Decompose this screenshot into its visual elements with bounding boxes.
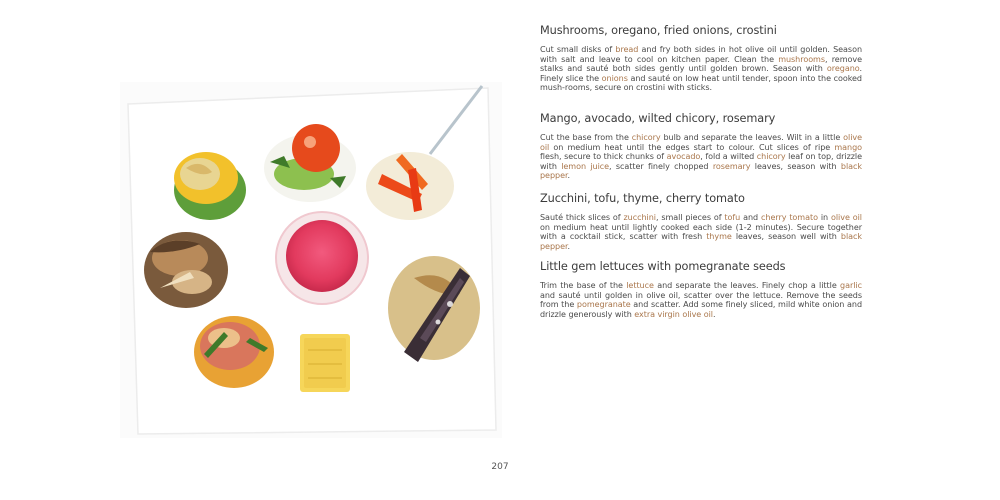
- recipe-zucchini-tofu: [540, 192, 862, 251]
- recipe-title: Little gem lettuces with pomegranate seeds: [540, 260, 786, 273]
- instruction-text: Trim the base of the: [540, 281, 627, 290]
- ingredient-highlight: chicory: [631, 133, 661, 142]
- instruction-text: and scatter. Add some finely sliced, mild white onion and drizzle generously with: [540, 300, 862, 319]
- instruction-text: Cut small disks of: [540, 45, 616, 54]
- instruction-text: leaves, season well with: [731, 232, 841, 241]
- instruction-text: bulb and separate the leaves. Wilt in a little: [660, 133, 844, 142]
- ingredient-highlight: lettuce: [626, 281, 654, 290]
- instruction-text: .: [567, 171, 571, 180]
- instruction-text: flesh, secure to thick chunks of: [540, 152, 667, 161]
- ingredient-highlight: mushrooms: [778, 54, 825, 64]
- ingredient-highlight: lemon juice: [561, 161, 610, 171]
- ingredient-highlight: avocado: [666, 152, 701, 161]
- instruction-text: and sauté until golden in olive oil, scatter over the lettuce. Remove the seeds from the: [540, 290, 862, 309]
- canape-plate-illustration: [120, 82, 502, 438]
- recipe-title: Zucchini, tofu, thyme, cherry tomato: [540, 192, 745, 205]
- ingredient-highlight: olive oil: [830, 213, 862, 222]
- instruction-text: and fry both sides in hot olive oil until golden. Season with salt and leave to cool on kitchen paper. Clean the: [540, 45, 863, 64]
- page-number: 207: [491, 462, 509, 472]
- recipe-instructions: [540, 281, 862, 319]
- ingredient-highlight: extra virgin olive oil: [634, 309, 713, 319]
- dip-cup: [276, 212, 368, 304]
- instruction-text: and sauté on low heat until tender, spoon into the cooked mush-rooms, secure on crostini with sticks.: [540, 73, 862, 92]
- instruction-text: on medium heat until the edges start to colour. Cut slices of ripe: [549, 142, 835, 152]
- ingredient-highlight: olive oil: [540, 133, 862, 152]
- ingredient-highlight: oregano: [826, 64, 860, 73]
- ingredient-highlight: chicory: [756, 152, 786, 161]
- ingredient-highlight: cherry tomato: [761, 213, 818, 222]
- instruction-text: and: [740, 213, 762, 222]
- tofu-cube: [300, 334, 350, 392]
- recipe-little-gem: [540, 260, 862, 319]
- food-photo: [120, 82, 502, 438]
- instruction-text: and separate the leaves. Finely chop a little: [653, 281, 841, 290]
- recipe-mango-avocado: [540, 112, 862, 181]
- ingredient-highlight: thyme: [706, 232, 732, 241]
- recipe-instructions: [540, 133, 862, 181]
- instruction-text: .: [567, 241, 571, 251]
- recipe-mushrooms: [540, 24, 862, 93]
- ingredient-highlight: tofu: [724, 213, 741, 222]
- instruction-text: Sauté thick slices of: [540, 213, 624, 222]
- ingredient-highlight: bread: [615, 45, 639, 54]
- ingredient-highlight: mango: [834, 142, 862, 152]
- instruction-text: in: [817, 213, 831, 222]
- ingredient-highlight: rosemary: [712, 161, 751, 171]
- ingredient-highlight: garlic: [840, 281, 862, 290]
- instruction-text: .: [712, 309, 716, 319]
- instruction-text: Cut the base from the: [540, 133, 632, 142]
- recipe-instructions: [540, 45, 862, 93]
- instruction-text: , scatter finely chopped: [609, 161, 713, 171]
- instruction-text: , small pieces of: [655, 213, 725, 222]
- ingredient-highlight: zucchini: [623, 213, 656, 222]
- instruction-text: leaf on top, drizzle with: [540, 152, 863, 171]
- instruction-text: , remove stalks and sauté both sides gently until golden brown. Season with: [540, 54, 862, 73]
- ingredient-highlight: black pepper: [540, 161, 862, 180]
- instruction-text: , fold a wilted: [700, 152, 757, 161]
- recipe-title: Mango, avocado, wilted chicory, rosemary: [540, 112, 776, 125]
- recipe-instructions: [540, 213, 862, 251]
- mango-herb-canape: [194, 316, 274, 388]
- recipe-title: Mushrooms, oregano, fried onions, crostini: [540, 24, 777, 37]
- instruction-text: on medium heat until lightly cooked each side (1-2 minutes). Secure together with a cocktail stick, scatter with fresh: [540, 222, 862, 241]
- instruction-text: leaves, season with: [750, 161, 841, 171]
- ingredient-highlight: pomegranate: [576, 300, 631, 309]
- instruction-text: . Finely slice the: [540, 64, 862, 83]
- ingredient-highlight: onions: [601, 73, 628, 83]
- peppers-canape: [366, 152, 454, 220]
- mushroom-crostini: [144, 232, 228, 308]
- ingredient-highlight: black pepper: [540, 232, 863, 251]
